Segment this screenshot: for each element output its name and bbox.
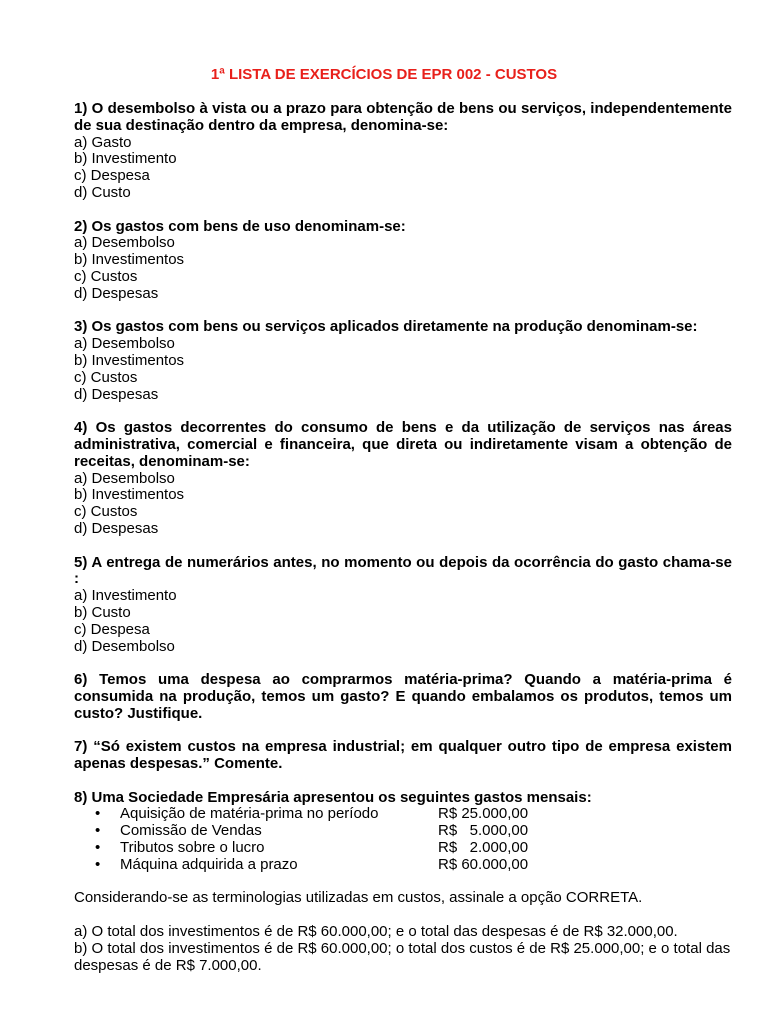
document-title: 1ª LISTA DE EXERCÍCIOS DE EPR 002 - CUSTOS bbox=[210, 66, 558, 83]
expense-list bbox=[74, 806, 732, 873]
option-d: d) Custo bbox=[74, 183, 131, 201]
option-d: d) Desembolso bbox=[74, 637, 175, 655]
option-d: d) Despesas bbox=[74, 284, 159, 302]
expense-value: R$ 25.000,00 bbox=[438, 805, 529, 823]
question-text: 1) O desembolso à vista ou a prazo para obtenção de bens ou serviços, independentemente de sua destinação dentro da empresa, denomina-se: bbox=[74, 100, 732, 134]
option-b: b) Investimentos bbox=[74, 486, 185, 504]
question-text: 7) “Só existem custos na empresa industrial; em qualquer outro tipo de empresa existem apenas despesas.” Comente. bbox=[74, 738, 732, 773]
question-3 bbox=[74, 319, 732, 403]
option-c: c) Despesa bbox=[74, 620, 150, 638]
option-a: a) Investimento bbox=[74, 587, 177, 605]
expense-value: R$ 60.000,00 bbox=[438, 855, 529, 873]
expense-label: Aquisição de matéria-prima no período bbox=[120, 805, 379, 823]
option-c: c) Despesa bbox=[74, 167, 150, 185]
option-a: a) Desembolso bbox=[74, 234, 175, 252]
bullet-icon: • bbox=[95, 839, 101, 857]
expense-item bbox=[74, 823, 732, 840]
option-c: c) Custos bbox=[74, 267, 138, 285]
question-6 bbox=[74, 672, 732, 722]
instruction-text: Considerando-se as terminologias utilizadas em custos, assinale a opção CORRETA. bbox=[74, 889, 643, 907]
expense-item bbox=[74, 857, 732, 874]
question-2 bbox=[74, 219, 732, 303]
option-b: b) Investimentos bbox=[74, 251, 185, 269]
document-content bbox=[74, 101, 732, 974]
question-text: 6) Temos uma despesa ao comprarmos matéria-prima? Quando a matéria-prima é consumida na produção, temos um gasto? E quando embalamos os produtos, temos um custo? Justifique. bbox=[74, 671, 732, 722]
expense-item bbox=[74, 806, 732, 823]
expense-label: Máquina adquirida a prazo bbox=[120, 855, 298, 873]
question-text: 4) Os gastos decorrentes do consumo de bens e da utilização de serviços nas áreas administrativa, comercial e financeira, que direta ou indiretamente visam a obtenção de receitas, denominam-se: bbox=[74, 419, 732, 470]
option-b: b) Custo bbox=[74, 603, 131, 621]
question-5 bbox=[74, 555, 732, 656]
expense-label: Tributos sobre o lucro bbox=[120, 839, 265, 857]
question-text: 3) Os gastos com bens ou serviços aplicados diretamente na produção denominam-se: bbox=[74, 318, 698, 336]
option-a: a) Desembolso bbox=[74, 335, 175, 353]
option-b: b) Investimento bbox=[74, 150, 177, 168]
bullet-icon: • bbox=[95, 805, 101, 823]
question-7 bbox=[74, 739, 732, 773]
bullet-icon: • bbox=[95, 855, 101, 873]
answer-options bbox=[74, 924, 732, 974]
bullet-icon: • bbox=[95, 822, 101, 840]
expense-label: Comissão de Vendas bbox=[120, 822, 262, 840]
option-a: a) Desembolso bbox=[74, 469, 175, 487]
question-1 bbox=[74, 101, 732, 202]
question-8 bbox=[74, 790, 732, 874]
option-b: b) Investimentos bbox=[74, 351, 185, 369]
question-text: 8) Uma Sociedade Empresária apresentou os seguintes gastos mensais: bbox=[74, 788, 592, 806]
expense-value: R$ 2.000,00 bbox=[438, 839, 529, 857]
option-d: d) Despesas bbox=[74, 385, 159, 403]
option-c: c) Custos bbox=[74, 503, 138, 521]
option-a: a) Gasto bbox=[74, 133, 132, 151]
option-c: c) Custos bbox=[74, 368, 138, 386]
answer-option-a: a) O total dos investimentos é de R$ 60.000,00; e o total das despesas é de R$ 32.000,00. bbox=[74, 923, 678, 941]
question-text: 2) Os gastos com bens de uso denominam-se: bbox=[74, 217, 406, 235]
option-d: d) Despesas bbox=[74, 519, 159, 537]
expense-value: R$ 5.000,00 bbox=[438, 822, 529, 840]
answer-option-b: b) O total dos investimentos é de R$ 60.000,00; o total dos custos é de R$ 25.000,00; e o total das despesas é de R$ 7.000,00. bbox=[74, 939, 731, 974]
expense-item bbox=[74, 840, 732, 857]
question-text: 5) A entrega de numerários antes, no momento ou depois da ocorrência do gasto chama-se : bbox=[74, 553, 732, 588]
question-4 bbox=[74, 420, 732, 538]
